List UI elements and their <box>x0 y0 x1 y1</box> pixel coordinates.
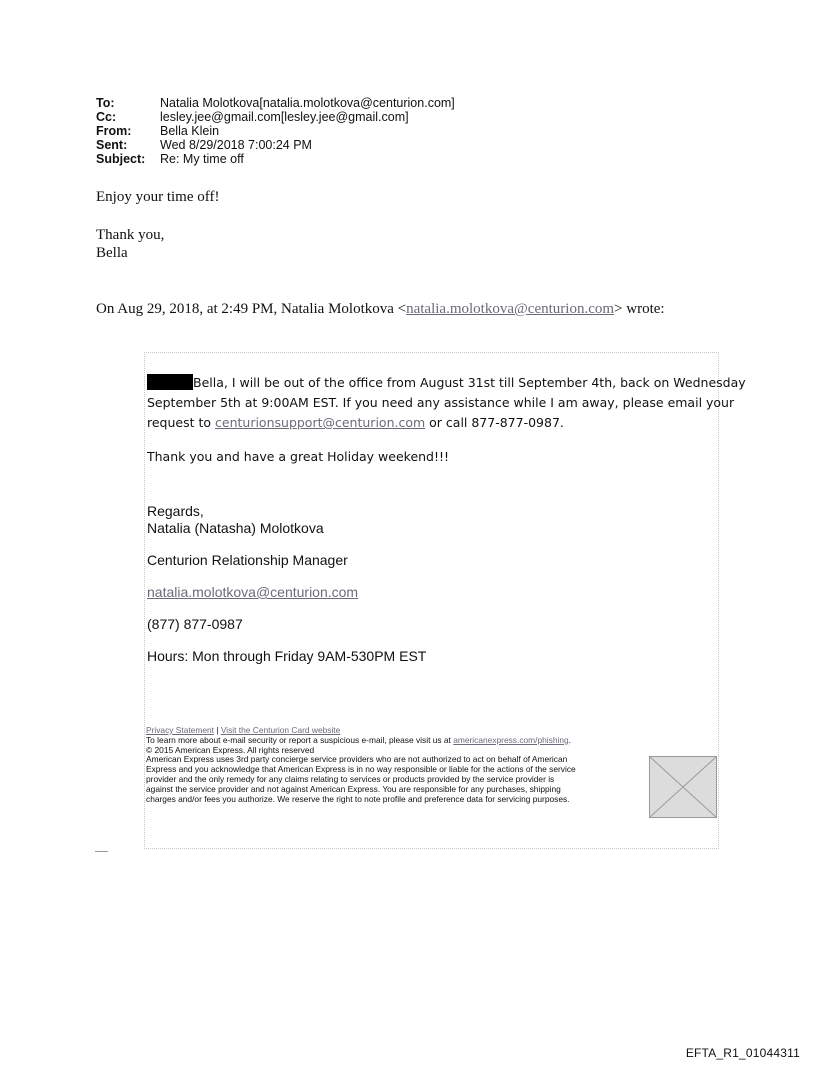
to-label: To: <box>96 96 115 110</box>
sig-phone: (877) 877-0987 <box>147 616 243 632</box>
cc-label: Cc: <box>96 110 117 124</box>
cc-value: lesley.jee@gmail.com[lesley.jee@gmail.com] <box>160 110 409 124</box>
disclaimer-line-3: provider and the only remedy for any claims relating to services or products provided by the service provider is <box>146 773 555 784</box>
sent-row <box>96 138 455 152</box>
bates-number: EFTA_R1_01044311 <box>685 1046 800 1060</box>
sent-label: Sent: <box>96 138 128 152</box>
para1-line3-suffix: or call 877-877-0987. <box>425 415 564 430</box>
quote-intro <box>96 301 665 318</box>
to-row <box>96 96 455 110</box>
missing-image-icon <box>650 757 716 817</box>
cc-row <box>96 110 455 124</box>
security-prefix: To learn more about e-mail security or report a suspicious e-mail, please visit us at <box>146 734 454 745</box>
disclaimer-line-5: charges and/or fees you authorize. We reserve the right to note profile and preference data for servicing purposes. <box>146 793 570 804</box>
security-suffix: . <box>568 734 571 745</box>
privacy-statement-link[interactable]: Privacy Statement <box>146 725 214 735</box>
redaction-block <box>147 374 193 390</box>
support-email-link[interactable]: centurionsupport@centurion.com <box>215 415 426 430</box>
sig-regards: Regards, <box>147 503 204 519</box>
quote-intro-prefix: On Aug 29, 2018, at 2:49 PM, Natalia Molotkova < <box>96 301 407 317</box>
sig-name: Natalia (Natasha) Molotkova <box>147 520 324 536</box>
para1-line2: September 5th at 9:00AM EST. If you need any assistance while I am away, please email your <box>147 395 735 410</box>
disclaimer-line-2: Express and you acknowledge that American Express is in no way responsible or liable for the actions of the service <box>146 764 576 775</box>
subject-row <box>96 152 455 166</box>
reply-body: Enjoy your time off! <box>96 189 220 205</box>
copyright: © 2015 American Express. All rights reserved <box>146 744 315 755</box>
from-row <box>96 124 455 138</box>
sig-hours: Hours: Mon through Friday 9AM-530PM EST <box>147 648 427 664</box>
from-label: From: <box>96 124 132 138</box>
email-headers <box>96 96 455 166</box>
centurion-website-link[interactable]: Visit the Centurion Card website <box>220 725 341 735</box>
quote-intro-email-link[interactable]: natalia.molotkova@centurion.com <box>406 301 615 317</box>
divider-mark <box>95 851 108 852</box>
subject-label: Subject: <box>96 152 146 166</box>
quote-intro-suffix: > wrote: <box>614 301 665 317</box>
sig-title: Centurion Relationship Manager <box>147 552 348 568</box>
subject-value: Re: My time off <box>160 152 244 166</box>
para1-line1: Bella, I will be out of the office from August 31st till September 4th, back on Wednesday <box>193 375 746 390</box>
broken-image-placeholder <box>649 756 717 818</box>
original-paragraph <box>147 373 746 467</box>
reply-closing: Thank you, <box>96 227 165 243</box>
quoted-message <box>144 352 746 849</box>
reply-signature: Bella <box>96 245 128 261</box>
sig-email-link[interactable]: natalia.molotkova@centurion.com <box>147 584 359 600</box>
para1-line3-prefix: request to <box>147 415 216 430</box>
sent-value: Wed 8/29/2018 7:00:24 PM <box>160 138 312 152</box>
to-value: Natalia Molotkova[natalia.molotkova@centurion.com] <box>160 96 455 110</box>
from-value: Bella Klein <box>160 124 220 138</box>
phishing-link[interactable]: americanexpress.com/phishing <box>453 734 569 745</box>
link-separator: | <box>216 725 219 735</box>
legal-footer <box>146 726 646 804</box>
para2: Thank you and have a great Holiday weekend!!! <box>147 449 450 464</box>
disclaimer-line-4: against the service provider and not against American Express. You are responsible for any purchases, shipping <box>146 783 561 794</box>
disclaimer-line-1: American Express uses 3rd party concierge service providers who are not authorized to act on behalf of American <box>146 754 568 765</box>
